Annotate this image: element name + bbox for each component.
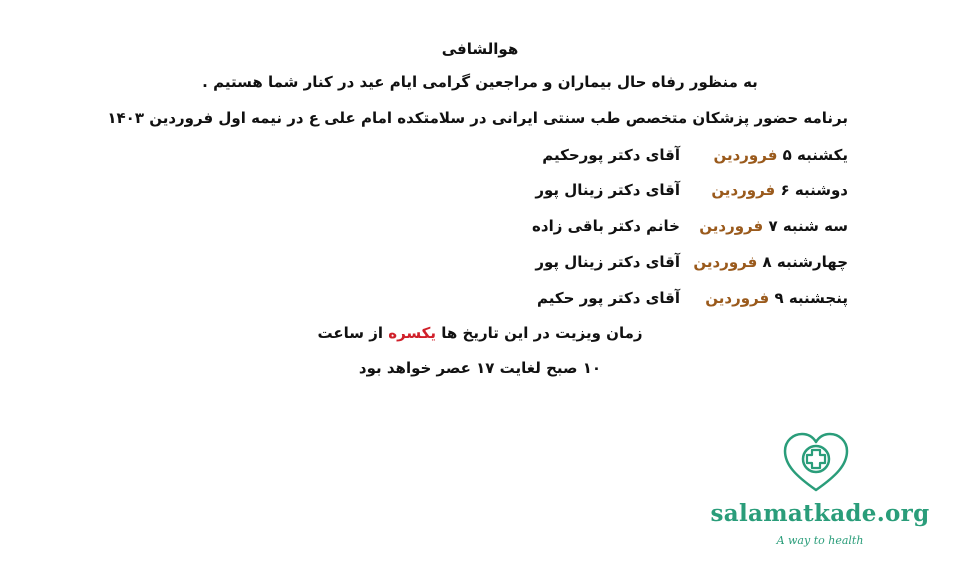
schedule-day: پنجشنبه ۹ فروردین: [705, 289, 848, 307]
schedule-row: [428, 215, 848, 237]
site-logo: [700, 428, 940, 558]
schedule-row: [428, 251, 848, 273]
visit-time-suffix: از ساعت: [317, 324, 383, 342]
schedule-doctor: آقای دکتر پورحکیم: [542, 146, 680, 164]
document-heading: هوالشافی: [441, 40, 519, 58]
schedule-doctor: آقای دکتر پور حکیم: [537, 289, 680, 307]
schedule-day: دوشنبه ۶ فروردین: [711, 181, 848, 199]
schedule-doctor: خانم دکتر باقی زاده: [532, 217, 680, 235]
schedule-day: یکشنبه ۵ فروردین: [713, 146, 848, 164]
logo-wordmark: salamatkade.org: [710, 500, 930, 527]
schedule-row: [428, 179, 848, 201]
schedule-doctor: آقای دکتر زینال پور: [535, 181, 680, 199]
program-title: برنامه حضور پزشکان متخصص طب سنتی ایرانی در سلامتکده امام علی ع در نیمه اول فروردین ۱۴۰۳: [107, 109, 848, 127]
visit-time-prefix: زمان ویزیت در این تاریخ ها: [441, 324, 643, 342]
schedule-month: فروردین: [711, 181, 776, 199]
schedule-month: فروردین: [699, 217, 764, 235]
schedule-month: فروردین: [705, 289, 770, 307]
schedule-doctor: آقای دکتر زینال پور: [535, 253, 680, 271]
intro-text: به منظور رفاه حال بیماران و مراجعین گرامی ایام عید در کنار شما هستیم .: [202, 73, 758, 91]
heart-cross-icon: [782, 432, 850, 494]
visit-hours: ۱۰ صبح لغایت ۱۷ عصر خواهد بود: [358, 359, 602, 377]
schedule-month: فروردین: [713, 146, 778, 164]
schedule-day: چهارشنبه ۸ فروردین: [693, 253, 848, 271]
visit-time-line: [0, 322, 960, 344]
schedule-row: [428, 287, 848, 309]
schedule-row: [428, 144, 848, 166]
visit-time-highlight: یکسره: [388, 324, 437, 342]
schedule-month: فروردین: [693, 253, 758, 271]
schedule-day: سه شنبه ۷ فروردین: [699, 217, 848, 235]
logo-tagline: A way to health: [776, 534, 864, 547]
